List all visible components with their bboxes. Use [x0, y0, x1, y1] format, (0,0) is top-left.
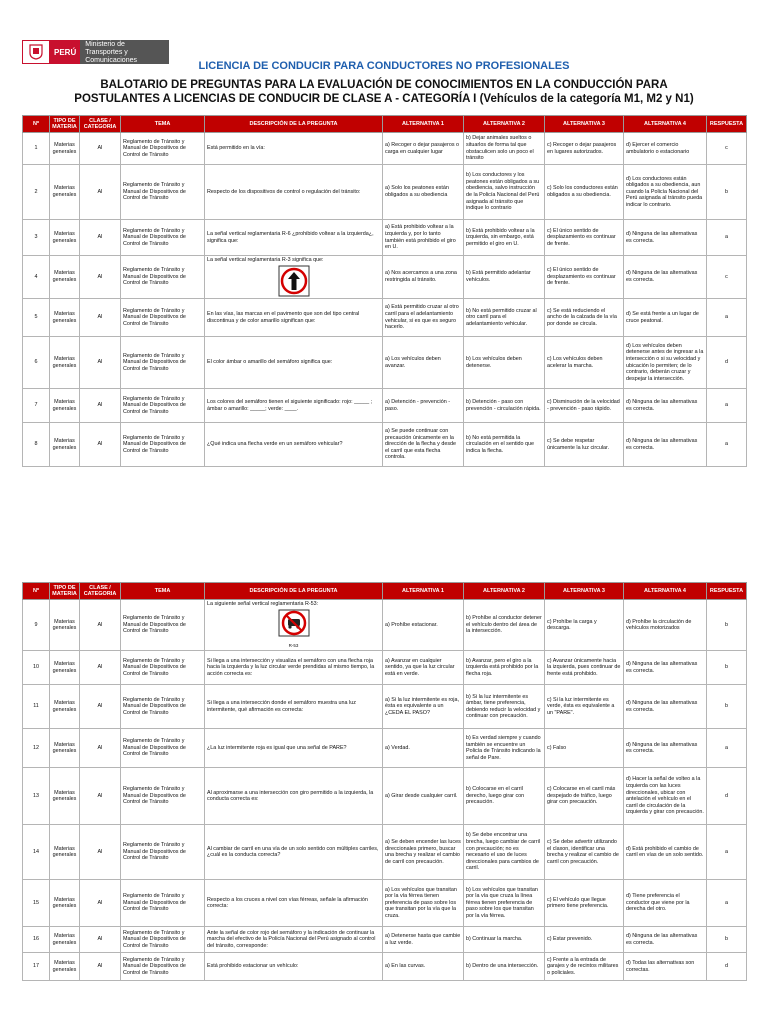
question-text: La señal vertical reglamentaria R-3 significa que:: [207, 257, 324, 263]
topic: Reglamento de Tránsito y Manual de Dispositivos de Control de Tránsito: [121, 299, 205, 337]
alternative-2: b) No está permitido cruzar al otro carril para el adelantamiento vehicular.: [464, 299, 545, 337]
column-header: CLASE / CATEGORIA: [80, 116, 121, 133]
subject-type: Materias generales: [50, 600, 80, 651]
answer: b: [707, 651, 747, 685]
alternative-4: d) Se está frente a un lugar de cruce peatonal.: [624, 299, 707, 337]
alternative-1: a) Los vehículos deben avanzar.: [383, 337, 464, 389]
alternative-2: b) Los vehículos que transitan por la vía que cruza la línea férrea tienen preferencia de paso sobre los que transitan por la vía férrea.: [464, 880, 545, 927]
topic: Reglamento de Tránsito y Manual de Dispositivos de Control de Tránsito: [121, 685, 205, 729]
question-description: Si llega a una intersección donde el semáforo muestra una luz intermitente, qué afirmación es correcta:: [205, 685, 383, 729]
alternative-4: d) Hacer la señal de volteo a la izquierda con las luces direccionales, ubicar con antelación el vehículo en el carril de circulación de la izquierda y girar con precaución.: [624, 768, 707, 825]
alternative-4: d) Ninguna de las alternativas es correcta.: [624, 256, 707, 299]
alternative-2: b) No está permitida la circulación en el sentido que indica la flecha.: [464, 423, 545, 467]
alternative-1: a) Está prohibido voltear a la izquierda y, por lo tanto también está prohibido el giro en U.: [383, 220, 464, 256]
license-class: AI: [80, 600, 121, 651]
question-number: 16: [23, 927, 50, 953]
subject-type: Materias generales: [50, 685, 80, 729]
alternative-2: b) Avanzar, pero el giro a la izquierda está prohibido por la flecha roja.: [464, 651, 545, 685]
alternative-1: a) Solo los peatones están obligados a su obediencia: [383, 165, 464, 220]
alternative-2: b) Continuar la marcha.: [464, 927, 545, 953]
alternative-3: c) Falso: [545, 729, 624, 768]
alternative-2: b) Detención - paso con prevención - circulación rápida.: [464, 389, 545, 423]
column-header: ALTERNATIVA 2: [464, 116, 545, 133]
alternative-4: d) Ninguna de las alternativas es correcta.: [624, 685, 707, 729]
road-sign-r3-straight-only-icon: [278, 265, 310, 297]
alternative-4: d) Ninguna de las alternativas es correcta.: [624, 729, 707, 768]
question-description: Al aproximarse a una intersección con giro permitido a la izquierda, la conducta correcta es:: [205, 768, 383, 825]
question-description: Si llega a una intersección y visualiza el semáforo con una flecha roja hacia la izquierda y la luz circular verde prendidas al mismo tiempo, la acción correcta es:: [205, 651, 383, 685]
license-class: AI: [80, 651, 121, 685]
answer: c: [707, 256, 747, 299]
alternative-4: d) Ninguna de las alternativas es correcta.: [624, 220, 707, 256]
topic: Reglamento de Tránsito y Manual de Dispositivos de Control de Tránsito: [121, 256, 205, 299]
license-class: AI: [80, 133, 121, 165]
alternative-2: b) Se debe encontrar una brecha, luego cambiar de carril con precaución; no es necesario el uso de luces direccionales para cambios de carril.: [464, 825, 545, 880]
question-description: Respecto a los cruces a nivel con vías férreas, señale la afirmación correcta:: [205, 880, 383, 927]
subject-type: Materias generales: [50, 927, 80, 953]
question-number: 9: [23, 600, 50, 651]
alternative-2: b) Está prohibido voltear a la izquierda, sin embargo, está permitido el giro en U.: [464, 220, 545, 256]
alternative-3: c) El único sentido de desplazamiento es continuar de frente.: [545, 220, 624, 256]
column-header: ALTERNATIVA 4: [624, 583, 707, 600]
subject-type: Materias generales: [50, 165, 80, 220]
table-row: [23, 299, 747, 337]
license-class: AI: [80, 729, 121, 768]
table-row: [23, 953, 747, 981]
topic: Reglamento de Tránsito y Manual de Dispositivos de Control de Tránsito: [121, 165, 205, 220]
license-class: AI: [80, 880, 121, 927]
answer: b: [707, 927, 747, 953]
answer: d: [707, 337, 747, 389]
column-header: CLASE / CATEGORIA: [80, 583, 121, 600]
subject-type: Materias generales: [50, 729, 80, 768]
license-class: AI: [80, 165, 121, 220]
column-header: ALTERNATIVA 2: [464, 583, 545, 600]
alternative-3: c) Frente a la entrada de garajes y de recintos militares o policiales.: [545, 953, 624, 981]
subject-type: Materias generales: [50, 256, 80, 299]
questions-table-page-2: [22, 582, 747, 981]
alternative-4: d) Ninguna de las alternativas es correcta.: [624, 423, 707, 467]
topic: Reglamento de Tránsito y Manual de Dispositivos de Control de Tránsito: [121, 337, 205, 389]
alternative-3: c) El único sentido de desplazamiento es continuar de frente.: [545, 256, 624, 299]
answer: a: [707, 389, 747, 423]
table-header-row: [23, 116, 747, 133]
question-description: [205, 600, 383, 651]
alternative-3: c) Se debe respetar únicamente la luz circular.: [545, 423, 624, 467]
answer: b: [707, 165, 747, 220]
topic: Reglamento de Tránsito y Manual de Dispositivos de Control de Tránsito: [121, 825, 205, 880]
table-row: [23, 651, 747, 685]
column-header: TIPO DE MATERIA: [50, 116, 80, 133]
alternative-3: c) Los vehículos deben acelerar la marcha.: [545, 337, 624, 389]
alternative-4: d) Ninguna de las alternativas es correcta.: [624, 389, 707, 423]
alternative-1: a) Se puede continuar con precaución únicamente en la dirección de la flecha y desde el carril que esta flecha controla.: [383, 423, 464, 467]
answer: a: [707, 880, 747, 927]
column-header: RESPUESTA: [707, 116, 747, 133]
subject-type: Materias generales: [50, 220, 80, 256]
topic: Reglamento de Tránsito y Manual de Dispositivos de Control de Tránsito: [121, 423, 205, 467]
answer: a: [707, 220, 747, 256]
column-header: Nº: [23, 116, 50, 133]
table-row: [23, 133, 747, 165]
alternative-2: b) Los conductores y los peatones están obligados a su obediencia, salvo instrucción de la Policía Nacional del Perú asignada al tránsito que indique lo contrario: [464, 165, 545, 220]
alternative-3: c) El vehículo que llegue primero tiene preferencia.: [545, 880, 624, 927]
alternative-2: b) Es verdad siempre y cuando también se encuentre un Policía de Tránsito indicando la señal de Pare.: [464, 729, 545, 768]
column-header: ALTERNATIVA 3: [545, 583, 624, 600]
alternative-1: a) Los vehículos que transitan por la vía férrea tienen preferencia de paso sobre los que transitan por la vía que la cruza.: [383, 880, 464, 927]
document-title: LICENCIA DE CONDUCIR PARA CONDUCTORES NO PROFESIONALES: [198, 60, 570, 72]
answer: a: [707, 299, 747, 337]
alternative-1: a) Avanzar en cualquier sentido, ya que la luz circular está en verde.: [383, 651, 464, 685]
alternative-4: d) Los vehículos deben detenerse antes de ingresar a la intersección o si su velocidad y ubicación lo permiten; de lo contrario, deberán cruzar y despejar la intersección.: [624, 337, 707, 389]
question-description: La señal vertical reglamentaria R-6 ¿prohibido voltear a la izquierda¿, significa que:: [205, 220, 383, 256]
topic: Reglamento de Tránsito y Manual de Dispositivos de Control de Tránsito: [121, 953, 205, 981]
answer: c: [707, 133, 747, 165]
question-text: La siguiente señal vertical reglamentaria R-53:: [207, 601, 319, 607]
question-number: 11: [23, 685, 50, 729]
table-row: [23, 337, 747, 389]
license-class: AI: [80, 337, 121, 389]
question-number: 4: [23, 256, 50, 299]
alternative-2: b) Dejar animales sueltos o situarlos de forma tal que obstaculicen solo un poco el tránsito: [464, 133, 545, 165]
column-header: ALTERNATIVA 3: [545, 116, 624, 133]
column-header: ALTERNATIVA 1: [383, 583, 464, 600]
topic: Reglamento de Tránsito y Manual de Dispositivos de Control de Tránsito: [121, 768, 205, 825]
table-row: [23, 389, 747, 423]
answer: a: [707, 423, 747, 467]
alternative-2: b) Colocarse en el carril derecho, luego girar con precaución.: [464, 768, 545, 825]
question-number: 13: [23, 768, 50, 825]
column-header: DESCRIPCIÓN DE LA PREGUNTA: [205, 116, 383, 133]
sign-code-label: R-53: [288, 642, 299, 648]
alternative-3: c) Avanzar únicamente hacia la izquierda, pues continuar de frente está prohibido.: [545, 651, 624, 685]
answer: a: [707, 729, 747, 768]
license-class: AI: [80, 825, 121, 880]
question-description: Al cambiar de carril en una vía de un solo sentido con múltiples carriles, ¿cuál es la conducta correcta?: [205, 825, 383, 880]
topic: Reglamento de Tránsito y Manual de Dispositivos de Control de Tránsito: [121, 729, 205, 768]
logo-ministry: Ministerio de Transportes y Comunicaciones: [80, 40, 169, 64]
alternative-1: a) Se deben encender las luces direccionales primero, buscar una brecha y realizar el cambio de carril con precaución.: [383, 825, 464, 880]
subject-type: Materias generales: [50, 825, 80, 880]
license-class: AI: [80, 768, 121, 825]
alternative-1: a) Nos acercamos a una zona restringida al tránsito.: [383, 256, 464, 299]
subject-type: Materias generales: [50, 651, 80, 685]
alternative-4: d) Ejercer el comercio ambulatorio o estacionario: [624, 133, 707, 165]
question-number: 10: [23, 651, 50, 685]
answer: b: [707, 685, 747, 729]
table-row: [23, 256, 747, 299]
topic: Reglamento de Tránsito y Manual de Dispositivos de Control de Tránsito: [121, 389, 205, 423]
answer: a: [707, 825, 747, 880]
subject-type: Materias generales: [50, 299, 80, 337]
alternative-1: a) Si la luz intermitente es roja, ésta es equivalente a un ¿CEDA EL PASO?: [383, 685, 464, 729]
alternative-3: c) Prohíbe la carga y descarga.: [545, 600, 624, 651]
column-header: Nº: [23, 583, 50, 600]
subject-type: Materias generales: [50, 337, 80, 389]
question-description: Está permitido en la vía:: [205, 133, 383, 165]
subject-type: Materias generales: [50, 768, 80, 825]
alternative-2: b) Prohíbe al conductor detener el vehículo dentro del área de la intersección.: [464, 600, 545, 651]
topic: Reglamento de Tránsito y Manual de Dispositivos de Control de Tránsito: [121, 133, 205, 165]
topic: Reglamento de Tránsito y Manual de Dispositivos de Control de Tránsito: [121, 880, 205, 927]
table-row: [23, 880, 747, 927]
alternative-2: b) Si la luz intermitente es ámbar, tiene preferencia, debiendo reducir la velocidad y continuar con precaución.: [464, 685, 545, 729]
license-class: AI: [80, 389, 121, 423]
license-class: AI: [80, 299, 121, 337]
table-row: [23, 685, 747, 729]
topic: Reglamento de Tránsito y Manual de Dispositivos de Control de Tránsito: [121, 651, 205, 685]
question-number: 17: [23, 953, 50, 981]
subject-type: Materias generales: [50, 133, 80, 165]
answer: d: [707, 768, 747, 825]
license-class: AI: [80, 927, 121, 953]
license-class: AI: [80, 685, 121, 729]
table-row: [23, 729, 747, 768]
question-description: Los colores del semáforo tienen el siguiente significado: rojo: _____ ; ámbar o amarillo: _____; verde: ____.: [205, 389, 383, 423]
alternative-4: d) Prohíbe la circulación de vehículos motorizados: [624, 600, 707, 651]
question-number: 14: [23, 825, 50, 880]
table-row: [23, 768, 747, 825]
answer: b: [707, 600, 747, 651]
column-header: DESCRIPCIÓN DE LA PREGUNTA: [205, 583, 383, 600]
column-header: ALTERNATIVA 4: [624, 116, 707, 133]
topic: Reglamento de Tránsito y Manual de Dispositivos de Control de Tránsito: [121, 927, 205, 953]
table-row: [23, 220, 747, 256]
alternative-1: a) Detenerse hasta que cambie a luz verde.: [383, 927, 464, 953]
question-number: 2: [23, 165, 50, 220]
alternative-4: d) Ninguna de las alternativas es correcta.: [624, 927, 707, 953]
alternative-3: c) Solo los conductores están obligados a su obediencia.: [545, 165, 624, 220]
question-description: Ante la señal de color rojo del semáforo y la indicación de continuar la marcha del efectivo de la Policía Nacional del Perú asignado al control del tránsito, corresponde:: [205, 927, 383, 953]
license-class: AI: [80, 423, 121, 467]
license-class: AI: [80, 256, 121, 299]
license-class: AI: [80, 953, 121, 981]
alternative-2: b) Dentro de una intersección.: [464, 953, 545, 981]
alternative-1: a) Prohíbe estacionar.: [383, 600, 464, 651]
questions-table-page-1: [22, 115, 747, 467]
table-row: [23, 825, 747, 880]
subject-type: Materias generales: [50, 880, 80, 927]
subject-type: Materias generales: [50, 953, 80, 981]
alternative-4: d) Ninguna de las alternativas es correcta.: [624, 651, 707, 685]
alternative-3: c) Disminución de la velocidad - prevención - paso rápido.: [545, 389, 624, 423]
alternative-3: c) Colocarse en el carril más despejado de tráfico, luego girar con precaución.: [545, 768, 624, 825]
question-number: 5: [23, 299, 50, 337]
alternative-1: a) En las curvas.: [383, 953, 464, 981]
alternative-3: c) Se debe advertir utilizando el claxon, identificar una brecha y realizar el cambio de carril con precaución.: [545, 825, 624, 880]
alternative-2: b) Los vehículos deben detenerse.: [464, 337, 545, 389]
question-description: ¿Qué indica una flecha verde en un semáforo vehicular?: [205, 423, 383, 467]
question-number: 1: [23, 133, 50, 165]
column-header: ALTERNATIVA 1: [383, 116, 464, 133]
column-header: TEMA: [121, 116, 205, 133]
alternative-4: d) Todas las alternativas son correctas.: [624, 953, 707, 981]
alternative-3: c) Se está reduciendo el ancho de la calzada de la vía por donde se circula.: [545, 299, 624, 337]
alternative-2: b) Está permitido adelantar vehículos.: [464, 256, 545, 299]
question-number: 8: [23, 423, 50, 467]
table-row: [23, 600, 747, 651]
alternative-3: c) Estar prevenido.: [545, 927, 624, 953]
alternative-4: d) Tiene preferencia el conductor que viene por la derecha del otro.: [624, 880, 707, 927]
question-description: Respecto de los dispositivos de control o regulación del tránsito:: [205, 165, 383, 220]
question-description: ¿La luz intermitente roja es igual que una señal de PARE?: [205, 729, 383, 768]
column-header: TEMA: [121, 583, 205, 600]
question-number: 3: [23, 220, 50, 256]
logo-country: PERÚ: [50, 40, 80, 64]
column-header: TIPO DE MATERIA: [50, 583, 80, 600]
alternative-1: a) Recoger o dejar pasajeros o carga en cualquier lugar: [383, 133, 464, 165]
table-row: [23, 927, 747, 953]
alternative-1: a) Está permitido cruzar al otro carril para el adelantamiento vehicular, si es que es seguro hacerlo.: [383, 299, 464, 337]
question-description: [205, 256, 383, 299]
question-description: Está prohibido estacionar un vehículo:: [205, 953, 383, 981]
topic: Reglamento de Tránsito y Manual de Dispositivos de Control de Tránsito: [121, 220, 205, 256]
alternative-1: a) Detención - prevención - paso.: [383, 389, 464, 423]
subject-type: Materias generales: [50, 389, 80, 423]
alternative-3: c) Si la luz intermitente es verde, ésta es equivalente a un "PARE".: [545, 685, 624, 729]
subject-type: Materias generales: [50, 423, 80, 467]
table-row: [23, 423, 747, 467]
question-description: En las vías, las marcas en el pavimento que son del tipo central discontinua y de color amarillo significan que:: [205, 299, 383, 337]
topic: Reglamento de Tránsito y Manual de Dispositivos de Control de Tránsito: [121, 600, 205, 651]
alternative-4: d) Está prohibido el cambio de carril en vías de un solo sentido.: [624, 825, 707, 880]
question-description: El color ámbar o amarillo del semáforo significa que:: [205, 337, 383, 389]
column-header: RESPUESTA: [707, 583, 747, 600]
table-header-row: [23, 583, 747, 600]
alternative-1: a) Verdad.: [383, 729, 464, 768]
document-subtitle: BALOTARIO DE PREGUNTAS PARA LA EVALUACIÓN DE CONOCIMIENTOS EN LA CONDUCCIÓN PARA POSTULANTES A LICENCIAS DE CONDUCIR DE CLASE A - CATEGORÍA I (Vehículos de la categoría M1, M2 y N1): [74, 79, 694, 105]
alternative-1: a) Girar desde cualquier carril.: [383, 768, 464, 825]
question-number: 15: [23, 880, 50, 927]
question-number: 7: [23, 389, 50, 423]
answer: d: [707, 953, 747, 981]
license-class: AI: [80, 220, 121, 256]
question-number: 6: [23, 337, 50, 389]
question-number: 12: [23, 729, 50, 768]
alternative-4: d) Los conductores están obligados a su obediencia, aun cuando la Policía Nacional del Perú asignada al tránsito pueda indicar lo contrario.: [624, 165, 707, 220]
table-row: [23, 165, 747, 220]
road-sign-r53-do-not-block-intersection-icon: [278, 609, 310, 643]
alternative-3: c) Recoger o dejar pasajeros en lugares autorizados.: [545, 133, 624, 165]
